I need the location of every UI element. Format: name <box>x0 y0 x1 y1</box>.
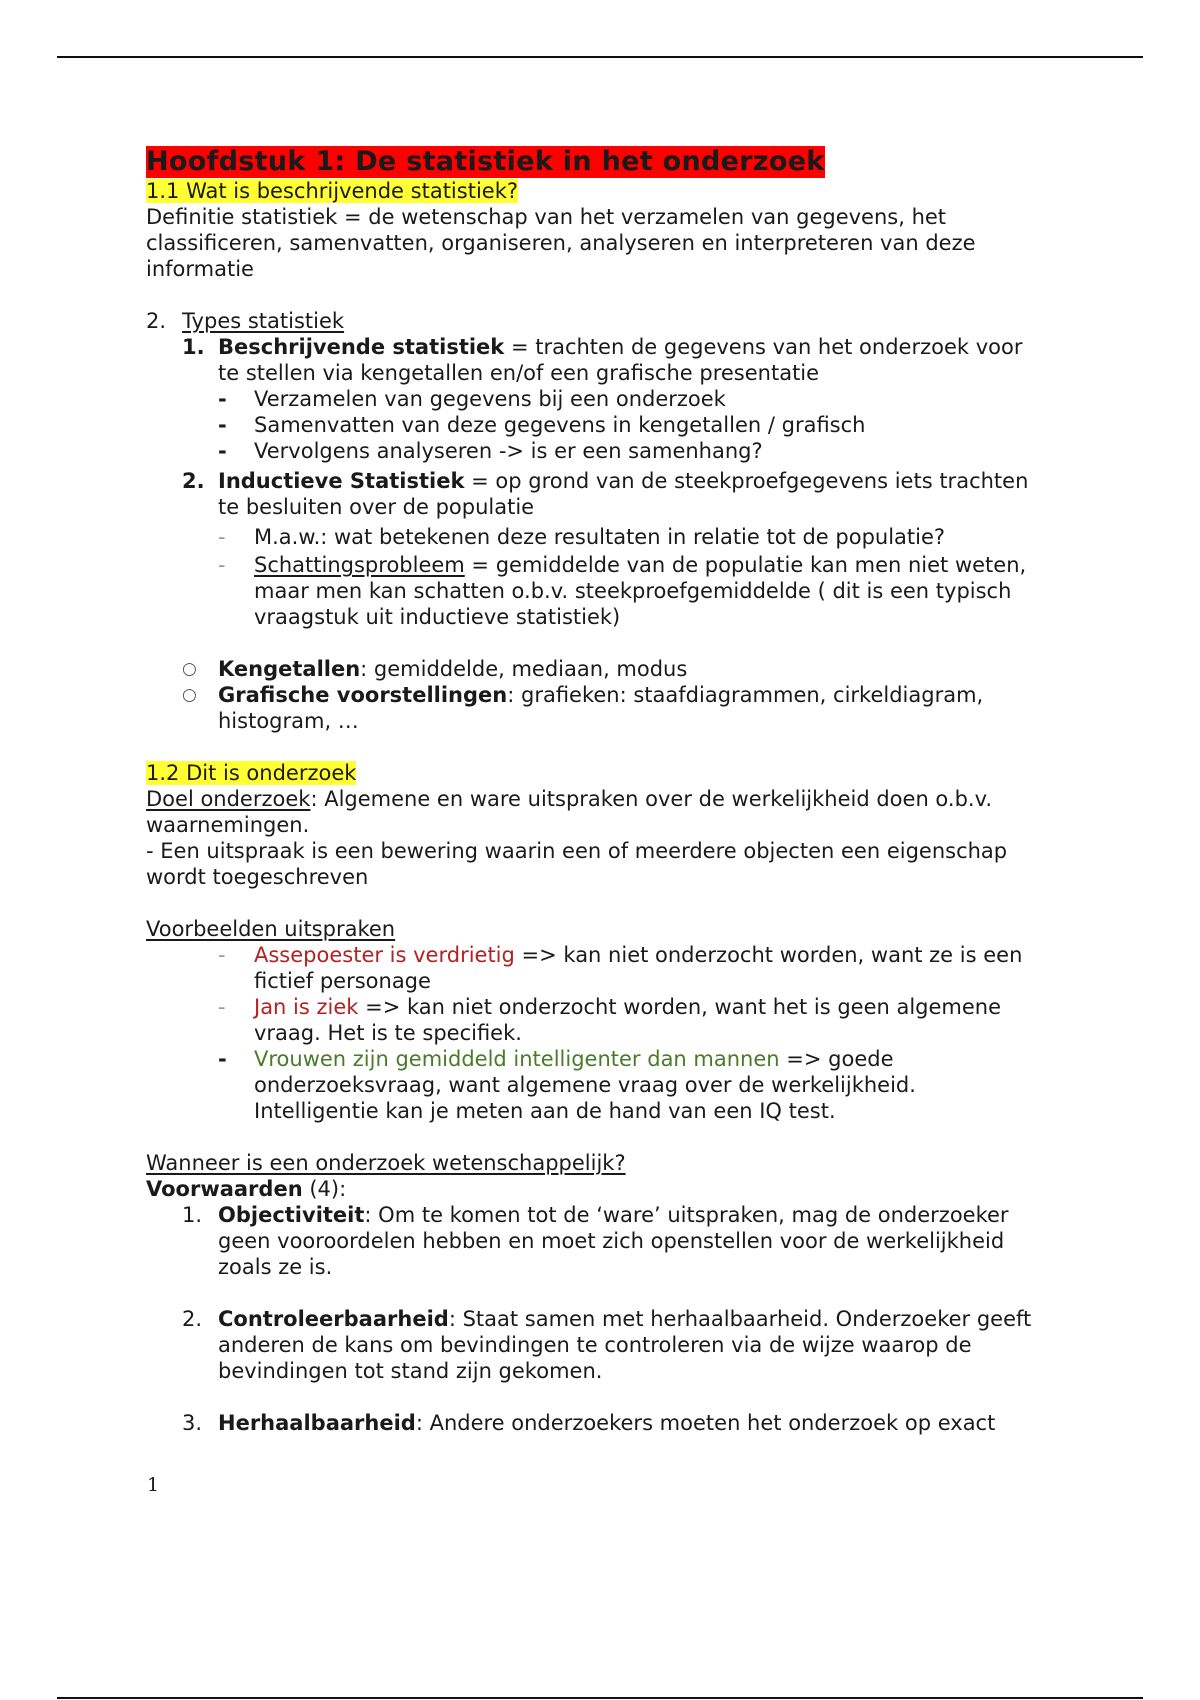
examples-title: Voorbeelden uitspraken <box>146 917 396 941</box>
list-item: - Jan is ziek => kan niet onderzocht worden, want het is geen algemene vraag. Het is te specifiek. <box>218 995 1002 1045</box>
list-item: - Samenvatten van deze gegevens in kengetallen / grafisch <box>218 413 866 437</box>
header-rule <box>57 56 1143 58</box>
goal-line-1: Doel onderzoek: Algemene en ware uitspraken over de werkelijkheid doen o.b.v. <box>146 787 993 811</box>
conditions-heading: Voorwaarden (4): <box>146 1177 347 1201</box>
induct-stat-item: 2. Inductieve Statistiek = op grond van de steekproefgegevens iets trachten te besluiten over de populatie <box>182 469 1029 519</box>
list-item: - Schattingsprobleem = gemiddelde van de populatie kan men niet weten, maar men kan schatten o.b.v. steekproefgemiddelde ( dit is een typisch vraagstuk uit inductieve statistiek) <box>218 553 1027 629</box>
desc-stat-item: 1. Beschrijvende statistiek = trachten de gegevens van het onderzoek voor te stellen via kengetallen en/of een grafische presentatie <box>182 335 1023 385</box>
definition-line-1: Definitie statistiek = de wetenschap van het verzamelen van gegevens, het <box>146 205 947 229</box>
list-item: - Verzamelen van gegevens bij een onderzoek <box>218 387 726 411</box>
dash-bullet-icon: - <box>218 439 227 463</box>
section-1-2-heading: 1.2 Dit is onderzoek <box>146 761 357 785</box>
chapter-title: Hoofdstuk 1: De statistiek in het onderzoek <box>146 146 825 177</box>
goal-line-2: waarnemingen. <box>146 813 310 837</box>
circle-bullet-icon: ○ <box>182 659 197 679</box>
definition-line-2: classificeren, samenvatten, organiseren, analyseren en interpreteren van deze <box>146 231 976 255</box>
dash-bullet-icon: - <box>218 525 226 549</box>
dash-bullet-icon: - <box>218 387 227 411</box>
list-item: ○ Kengetallen: gemiddelde, mediaan, modus <box>182 657 688 681</box>
types-heading: 2. Types statistiek <box>146 309 345 333</box>
section-1-1-heading: 1.1 Wat is beschrijvende statistiek? <box>146 179 519 203</box>
when-scientific-title: Wanneer is een onderzoek wetenschappelijk? <box>146 1151 626 1175</box>
dash-bullet-icon: - <box>218 553 226 577</box>
dash-bullet-icon: - <box>218 413 227 437</box>
list-item: - Assepoester is verdrietig => kan niet onderzocht worden, want ze is een fictief personage <box>218 943 1023 993</box>
page-number: 1 <box>147 1474 160 1496</box>
condition-item: 3. Herhaalbaarheid: Andere onderzoekers moeten het onderzoek op exact <box>182 1411 996 1435</box>
footer-rule <box>57 1697 1143 1699</box>
definition-line-3: informatie <box>146 257 254 281</box>
list-item: - Vervolgens analyseren -> is er een samenhang? <box>218 439 763 463</box>
list-item: - M.a.w.: wat betekenen deze resultaten in relatie tot de populatie? <box>218 525 946 549</box>
dash-bullet-icon: - <box>218 943 226 967</box>
list-item: - Vrouwen zijn gemiddeld intelligenter dan mannen => goede onderzoeksvraag, want algemene vraag over de werkelijkheid. Intelligentie kan je meten aan de hand van een IQ test. <box>218 1047 916 1123</box>
statement-line-2: wordt toegeschreven <box>146 865 369 889</box>
dash-bullet-icon: - <box>218 995 226 1019</box>
statement-line-1: - Een uitspraak is een bewering waarin een of meerdere objecten een eigenschap <box>146 839 1008 863</box>
circle-bullet-icon: ○ <box>182 685 197 705</box>
condition-item: 2. Controleerbaarheid: Staat samen met herhaalbaarheid. Onderzoeker geeft anderen de kans om bevindingen te controleren via de wijze waarop de bevindingen tot stand zijn gekomen. <box>182 1307 1032 1383</box>
dash-bullet-icon: - <box>218 1047 227 1071</box>
list-item: ○ Grafische voorstellingen: grafieken: staafdiagrammen, cirkeldiagram, histogram, … <box>182 683 984 733</box>
condition-item: 1. Objectiviteit: Om te komen tot de ‘ware’ uitspraken, mag de onderzoeker geen vooroordelen hebben en moet zich openstellen voor de werkelijkheid zoals ze is. <box>182 1203 1009 1279</box>
document-body <box>146 146 1096 1436</box>
